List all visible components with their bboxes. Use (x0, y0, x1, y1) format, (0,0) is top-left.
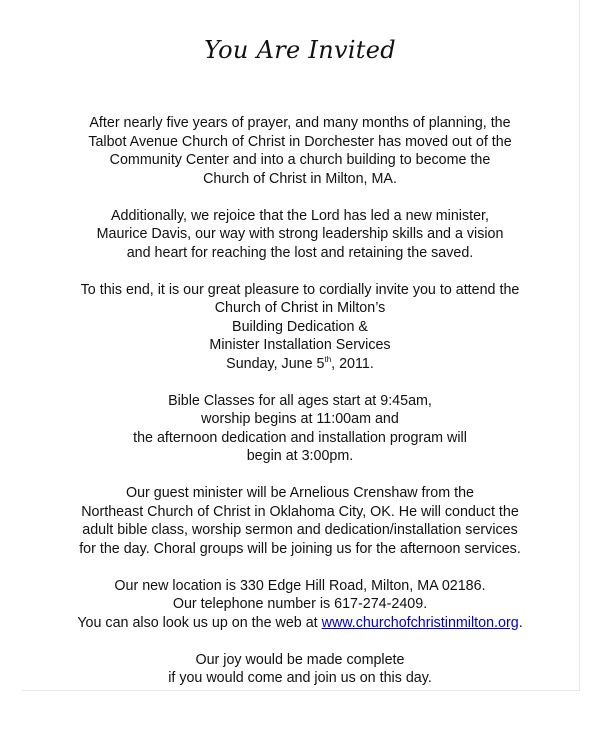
text-line: if you would come and join us on this day. (168, 670, 432, 686)
paragraph-invitation (25, 281, 575, 374)
text-line: for the day. Choral groups will be joining us for the afternoon services. (79, 540, 521, 557)
web-line-text: You can also look us up on the web at (77, 614, 322, 631)
paragraph-guest-minister (25, 484, 575, 558)
text-line: Minister Installation Services (209, 337, 391, 353)
text-line: Maurice Davis, our way with strong leadership skills and a vision (96, 226, 504, 242)
invitation-title: You Are Invited (204, 36, 396, 64)
event-date-year: , 2011. (331, 355, 374, 372)
text-line: Church of Christ in Milton’s (214, 300, 386, 316)
text-line: Building Dedication & (232, 318, 368, 335)
paragraph-closing (25, 651, 575, 688)
page-edge-right (579, 0, 580, 690)
web-line (25, 614, 575, 633)
paragraph-new-minister (25, 207, 575, 263)
text-line: the afternoon dedication and installation program will (133, 429, 467, 446)
text-line: After nearly five years of prayer, and many months of planning, the (89, 115, 511, 131)
text-line: Additionally, we rejoice that the Lord has led a new minister, (110, 207, 489, 224)
text-line: Our joy would be made complete (195, 651, 405, 668)
address-line: Our new location is 330 Edge Hill Road, Milton, MA 02186. (114, 577, 486, 594)
event-date-ordinal: th (324, 354, 332, 364)
website-link[interactable]: www.churchofchristinmilton.org (321, 614, 519, 631)
text-line: Northeast Church of Christ in Oklahoma City, OK. He will conduct the (81, 503, 519, 520)
text-line: worship begins at 11:00am and (201, 411, 399, 427)
event-date (25, 355, 575, 374)
text-line: To this end, it is our great pleasure to cordially invite you to attend the (80, 281, 520, 298)
text-line: begin at 3:00pm. (246, 448, 354, 464)
text-line: Bible Classes for all ages start at 9:45am, (168, 392, 432, 409)
text-line: and heart for reaching the lost and retaining the saved. (126, 244, 474, 261)
paragraph-announcement (25, 114, 575, 188)
event-date-text: Sunday, June 5 (226, 355, 325, 372)
phone-line: Our telephone number is 617-274-2409. (172, 596, 428, 612)
text-line: Church of Christ in Milton, MA. (203, 170, 397, 187)
paragraph-contact (25, 577, 575, 633)
text-line: adult bible class, worship sermon and dedication/installation services (82, 522, 518, 538)
paragraph-schedule (25, 392, 575, 466)
invitation-body (25, 114, 575, 706)
web-line-period: . (518, 614, 523, 631)
text-line: Talbot Avenue Church of Christ in Dorchester has moved out of the (88, 133, 512, 150)
text-line: Community Center and into a church building to become the (109, 152, 491, 168)
text-line: Our guest minister will be Arnelious Crenshaw from the (125, 485, 475, 501)
